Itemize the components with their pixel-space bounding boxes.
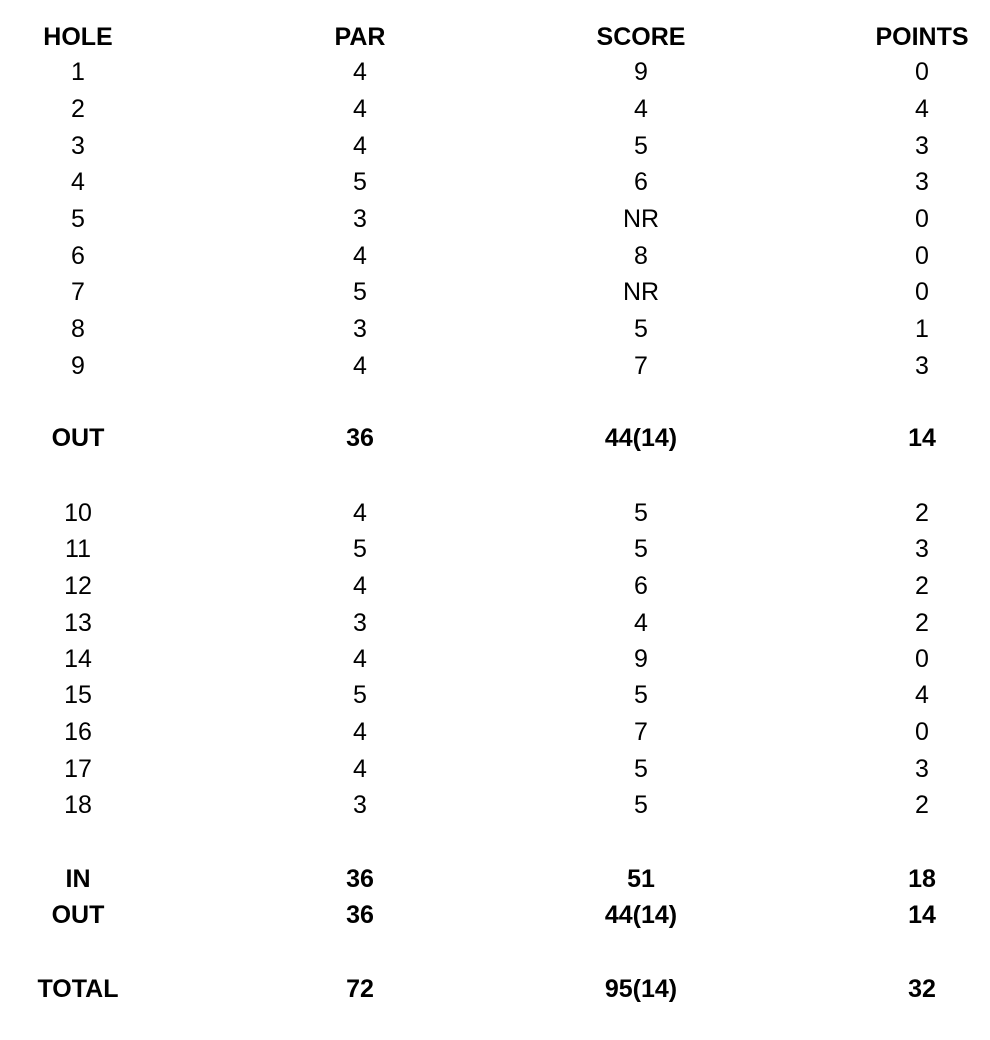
points-total: 32 bbox=[908, 975, 936, 1003]
score-value: 6 bbox=[634, 572, 648, 600]
table-row bbox=[0, 531, 990, 567]
points-subtotal: 14 bbox=[908, 424, 936, 452]
table-row bbox=[0, 54, 990, 90]
score-value: NR bbox=[622, 278, 660, 306]
hole-number: 2 bbox=[71, 95, 85, 123]
points-value: 2 bbox=[915, 499, 929, 527]
hole-number: 13 bbox=[64, 609, 92, 637]
par-value: 4 bbox=[353, 718, 367, 746]
table-row bbox=[0, 91, 990, 127]
out-subtotal-row bbox=[0, 420, 990, 456]
par-value: 3 bbox=[353, 205, 367, 233]
subtotal-label: IN bbox=[65, 865, 91, 893]
points-value: 2 bbox=[915, 791, 929, 819]
par-value: 5 bbox=[353, 278, 367, 306]
in-subtotal-row bbox=[0, 861, 990, 897]
hole-number: 14 bbox=[64, 645, 92, 673]
score-subtotal: 44(14) bbox=[604, 424, 678, 452]
hole-number: 8 bbox=[71, 315, 85, 343]
hole-number: 6 bbox=[71, 242, 85, 270]
table-row bbox=[0, 641, 990, 677]
score-value: 5 bbox=[634, 535, 648, 563]
par-value: 4 bbox=[353, 499, 367, 527]
hole-number: 12 bbox=[64, 572, 92, 600]
hole-number: 7 bbox=[71, 278, 85, 306]
par-total: 72 bbox=[346, 975, 374, 1003]
par-value: 4 bbox=[353, 755, 367, 783]
par-value: 4 bbox=[353, 132, 367, 160]
table-row bbox=[0, 787, 990, 823]
header-row bbox=[0, 19, 990, 55]
table-row bbox=[0, 348, 990, 384]
table-row bbox=[0, 751, 990, 787]
points-value: 0 bbox=[915, 58, 929, 86]
table-row bbox=[0, 164, 990, 200]
score-value: NR bbox=[622, 205, 660, 233]
table-row bbox=[0, 714, 990, 750]
points-value: 0 bbox=[915, 718, 929, 746]
hole-number: 15 bbox=[64, 681, 92, 709]
points-value: 4 bbox=[915, 95, 929, 123]
par-value: 3 bbox=[353, 315, 367, 343]
score-subtotal: 44(14) bbox=[604, 901, 678, 929]
points-value: 3 bbox=[915, 755, 929, 783]
score-value: 9 bbox=[634, 58, 648, 86]
subtotal-label: OUT bbox=[51, 424, 105, 452]
points-subtotal: 14 bbox=[908, 901, 936, 929]
par-subtotal: 36 bbox=[346, 901, 374, 929]
score-total: 95(14) bbox=[604, 975, 678, 1003]
score-value: 7 bbox=[634, 718, 648, 746]
points-value: 3 bbox=[915, 168, 929, 196]
score-value: 4 bbox=[634, 609, 648, 637]
points-value: 2 bbox=[915, 572, 929, 600]
par-value: 4 bbox=[353, 95, 367, 123]
points-value: 3 bbox=[915, 132, 929, 160]
score-value: 5 bbox=[634, 499, 648, 527]
hole-number: 16 bbox=[64, 718, 92, 746]
score-value: 5 bbox=[634, 681, 648, 709]
points-value: 0 bbox=[915, 242, 929, 270]
hole-number: 18 bbox=[64, 791, 92, 819]
hole-number: 4 bbox=[71, 168, 85, 196]
hole-number: 17 bbox=[64, 755, 92, 783]
par-subtotal: 36 bbox=[346, 865, 374, 893]
score-value: 4 bbox=[634, 95, 648, 123]
par-value: 4 bbox=[353, 242, 367, 270]
table-row bbox=[0, 495, 990, 531]
points-value: 0 bbox=[915, 205, 929, 233]
par-value: 5 bbox=[353, 535, 367, 563]
score-value: 5 bbox=[634, 132, 648, 160]
hole-number: 3 bbox=[71, 132, 85, 160]
points-value: 1 bbox=[915, 315, 929, 343]
score-value: 7 bbox=[634, 352, 648, 380]
points-value: 0 bbox=[915, 278, 929, 306]
par-value: 5 bbox=[353, 168, 367, 196]
points-value: 3 bbox=[915, 352, 929, 380]
score-column-header: SCORE bbox=[596, 23, 686, 51]
table-row bbox=[0, 201, 990, 237]
par-value: 3 bbox=[353, 791, 367, 819]
points-value: 2 bbox=[915, 609, 929, 637]
score-value: 5 bbox=[634, 791, 648, 819]
score-value: 8 bbox=[634, 242, 648, 270]
par-value: 4 bbox=[353, 58, 367, 86]
hole-column-header: HOLE bbox=[43, 23, 113, 51]
par-value: 4 bbox=[353, 572, 367, 600]
score-value: 5 bbox=[634, 755, 648, 783]
hole-number: 1 bbox=[71, 58, 85, 86]
table-row bbox=[0, 605, 990, 641]
score-subtotal: 51 bbox=[627, 865, 655, 893]
total-label: TOTAL bbox=[37, 975, 119, 1003]
par-value: 4 bbox=[353, 645, 367, 673]
points-subtotal: 18 bbox=[908, 865, 936, 893]
hole-number: 5 bbox=[71, 205, 85, 233]
points-value: 0 bbox=[915, 645, 929, 673]
table-row bbox=[0, 238, 990, 274]
table-row bbox=[0, 311, 990, 347]
out-subtotal-repeat-row bbox=[0, 897, 990, 933]
points-column-header: POINTS bbox=[875, 23, 969, 51]
subtotal-label: OUT bbox=[51, 901, 105, 929]
par-value: 3 bbox=[353, 609, 367, 637]
hole-number: 10 bbox=[64, 499, 92, 527]
points-value: 3 bbox=[915, 535, 929, 563]
table-row bbox=[0, 568, 990, 604]
par-subtotal: 36 bbox=[346, 424, 374, 452]
points-value: 4 bbox=[915, 681, 929, 709]
hole-number: 11 bbox=[65, 535, 91, 563]
table-row bbox=[0, 128, 990, 164]
table-row bbox=[0, 677, 990, 713]
score-value: 6 bbox=[634, 168, 648, 196]
table-row bbox=[0, 274, 990, 310]
par-value: 4 bbox=[353, 352, 367, 380]
par-value: 5 bbox=[353, 681, 367, 709]
par-column-header: PAR bbox=[334, 23, 386, 51]
hole-number: 9 bbox=[71, 352, 85, 380]
score-value: 5 bbox=[634, 315, 648, 343]
score-value: 9 bbox=[634, 645, 648, 673]
grand-total-row bbox=[0, 971, 990, 1007]
